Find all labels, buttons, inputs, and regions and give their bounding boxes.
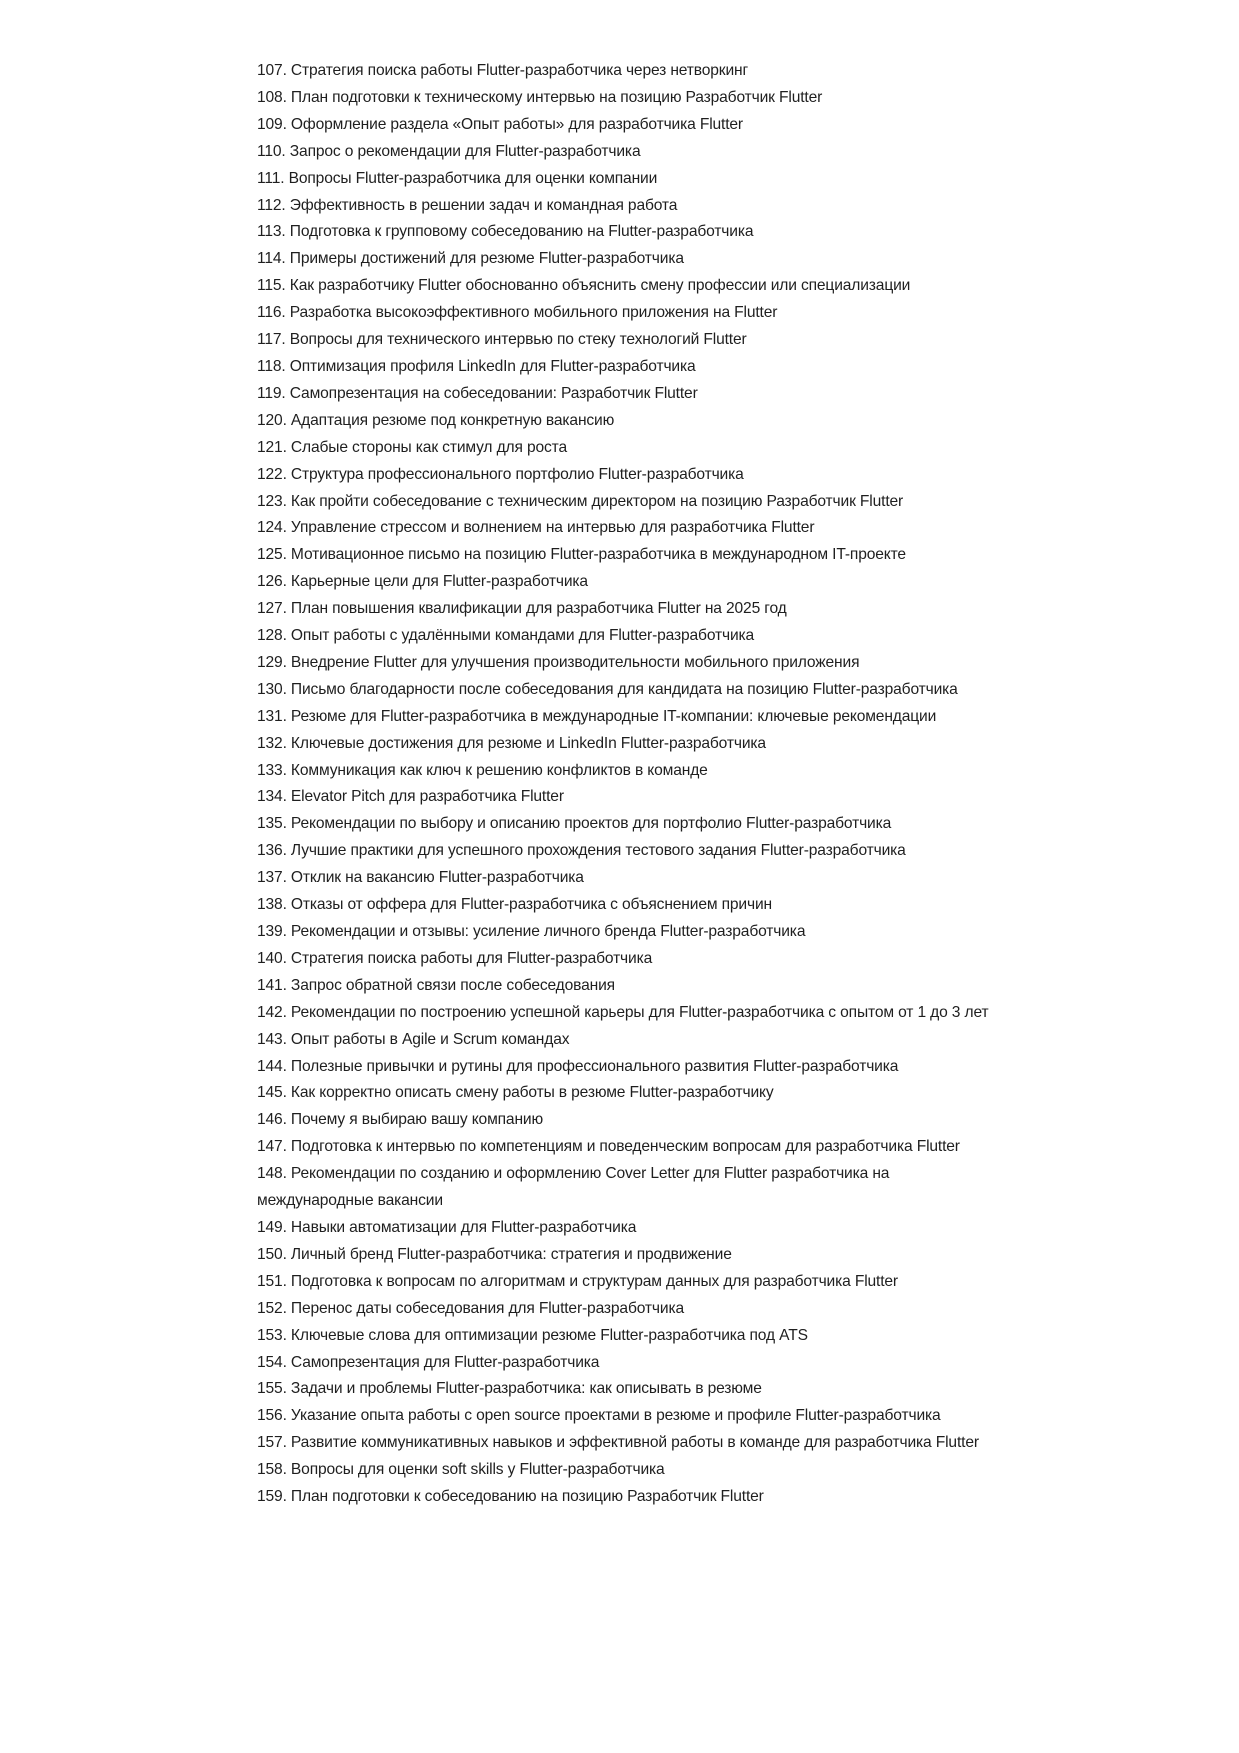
document-page xyxy=(257,58,995,1511)
list-item: 115. Как разработчику Flutter обоснованно объяснить смену профессии или специализации xyxy=(257,277,911,295)
list-item: 155. Задачи и проблемы Flutter-разработчика: как описывать в резюме xyxy=(257,1380,762,1398)
list-item: 126. Карьерные цели для Flutter-разработчика xyxy=(257,573,588,591)
list-item: 151. Подготовка к вопросам по алгоритмам и структурам данных для разработчика Flutter xyxy=(257,1272,898,1290)
list-item: 113. Подготовка к групповому собеседованию на Flutter-разработчика xyxy=(257,223,754,241)
list-item: 111. Вопросы Flutter-разработчика для оценки компании xyxy=(257,169,658,187)
list-item: 157. Развитие коммуникативных навыков и эффективной работы в команде для разработчика Flutter xyxy=(257,1434,979,1452)
list-item: 116. Разработка высокоэффективного мобильного приложения на Flutter xyxy=(257,304,778,322)
list-item: 145. Как корректно описать смену работы в резюме Flutter-разработчику xyxy=(257,1084,774,1102)
list-item: 152. Перенос даты собеседования для Flutter-разработчика xyxy=(257,1299,684,1317)
list-item: 154. Самопрезентация для Flutter-разработчика xyxy=(257,1353,600,1371)
list-item: 139. Рекомендации и отзывы: усиление личного бренда Flutter-разработчика xyxy=(257,923,806,940)
list-item: 131. Резюме для Flutter-разработчика в международные IT-компании: ключевые рекомендации xyxy=(257,707,937,725)
list-item: 119. Самопрезентация на собеседовании: Разработчик Flutter xyxy=(257,384,698,402)
list-item: 130. Письмо благодарности после собеседования для кандидата на позицию Flutter-разработчика xyxy=(257,680,958,698)
list-item: 121. Слабые стороны как стимул для роста xyxy=(257,438,567,456)
list-item: 143. Опыт работы в Agile и Scrum командах xyxy=(257,1030,570,1048)
list-item: 124. Управление стрессом и волнением на интервью для разработчика Flutter xyxy=(257,519,815,537)
list-item: 120. Адаптация резюме под конкретную вакансию xyxy=(257,411,615,429)
list-item: 108. План подготовки к техническому интервью на позицию Разработчик Flutter xyxy=(257,88,823,106)
list-item: 117. Вопросы для технического интервью по стеку технологий Flutter xyxy=(257,331,747,349)
list-item: 137. Отклик на вакансию Flutter-разработчика xyxy=(257,869,584,887)
list-item: 135. Рекомендации по выбору и описанию проектов для портфолио Flutter-разработчика xyxy=(257,815,892,833)
list-item: 153. Ключевые слова для оптимизации резюме Flutter-разработчика под ATS xyxy=(257,1326,808,1344)
list-item: 125. Мотивационное письмо на позицию Flutter-разработчика в международном IT-проекте xyxy=(257,546,906,564)
list-item: 129. Внедрение Flutter для улучшения производительности мобильного приложения xyxy=(257,653,860,671)
list-item: 133. Коммуникация как ключ к решению конфликтов в команде xyxy=(257,761,708,779)
list-item: 142. Рекомендации по построению успешной карьеры для Flutter-разработчика с опытом от 1 до 3 лет xyxy=(257,1003,989,1021)
list-item: 132. Ключевые достижения для резюме и LinkedIn Flutter-разработчика xyxy=(257,734,766,752)
list-item: 107. Стратегия поиска работы Flutter-разработчика через нетворкинг xyxy=(257,62,749,79)
list-item: 156. Указание опыта работы с open source проектами в резюме и профиле Flutter-разработчика xyxy=(257,1407,941,1425)
list-item: 147. Подготовка к интервью по компетенциям и поведенческим вопросам для разработчика Flutter xyxy=(257,1138,960,1156)
topic-list xyxy=(257,58,995,1511)
list-item: 110. Запрос о рекомендации для Flutter-разработчика xyxy=(257,142,641,160)
list-item: 136. Лучшие практики для успешного прохождения тестового задания Flutter-разработчика xyxy=(257,842,906,860)
list-item: 123. Как пройти собеседование с техническим директором на позицию Разработчик Flutter xyxy=(257,492,904,510)
list-item: 150. Личный бренд Flutter-разработчика: стратегия и продвижение xyxy=(257,1245,732,1263)
list-item: 149. Навыки автоматизации для Flutter-разработчика xyxy=(257,1218,637,1236)
list-item: 148. Рекомендации по созданию и оформлению Cover Letter для Flutter разработчика на международные вакансии xyxy=(257,1165,890,1210)
list-item: 146. Почему я выбираю вашу компанию xyxy=(257,1111,544,1129)
list-item: 138. Отказы от оффера для Flutter-разработчика с объяснением причин xyxy=(257,896,772,914)
list-item: 159. План подготовки к собеседованию на позицию Разработчик Flutter xyxy=(257,1488,764,1506)
list-item: 134. Elevator Pitch для разработчика Flutter xyxy=(257,788,564,806)
list-item: 144. Полезные привычки и рутины для профессионального развития Flutter-разработчика xyxy=(257,1057,899,1075)
list-item: 128. Опыт работы с удалёнными командами для Flutter-разработчика xyxy=(257,627,755,645)
list-item: 141. Запрос обратной связи после собеседования xyxy=(257,976,615,994)
list-item: 158. Вопросы для оценки soft skills у Flutter-разработчика xyxy=(257,1461,665,1479)
list-item: 109. Оформление раздела «Опыт работы» для разработчика Flutter xyxy=(257,115,743,133)
list-item: 114. Примеры достижений для резюме Flutter-разработчика xyxy=(257,250,684,268)
list-item: 118. Оптимизация профиля LinkedIn для Flutter-разработчика xyxy=(257,357,696,375)
list-item: 127. План повышения квалификации для разработчика Flutter на 2025 год xyxy=(257,600,787,618)
list-item: 112. Эффективность в решении задач и командная работа xyxy=(257,196,678,214)
list-item: 140. Стратегия поиска работы для Flutter-разработчика xyxy=(257,949,653,967)
list-item: 122. Структура профессионального портфолио Flutter-разработчика xyxy=(257,465,744,483)
